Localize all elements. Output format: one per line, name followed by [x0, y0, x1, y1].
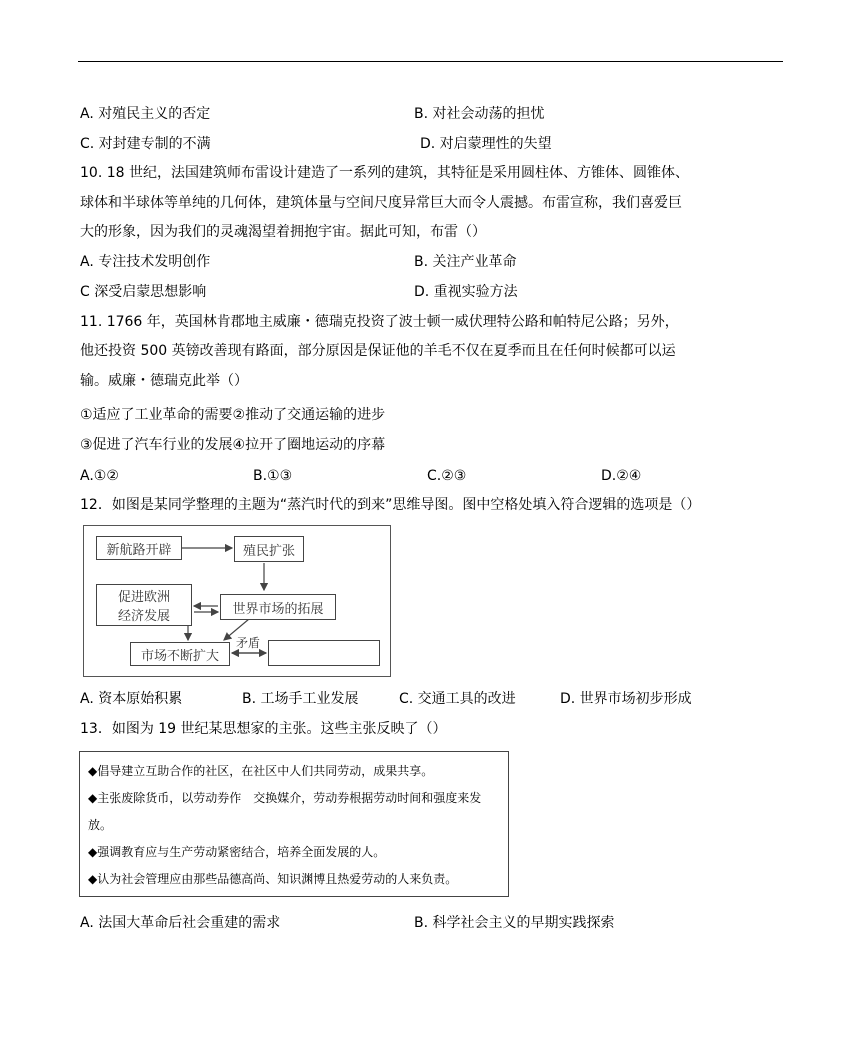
q10-option-c[interactable]: C 深受启蒙思想影响: [80, 284, 207, 300]
node-promote-line1: 促进欧洲: [117, 590, 170, 605]
q9-option-d[interactable]: D. 对启蒙理性的失望: [420, 136, 552, 152]
q13-option-b[interactable]: B. 科学社会主义的早期实践探索: [414, 915, 615, 931]
q12-option-c[interactable]: C. 交通工具的改进: [399, 691, 516, 707]
header-rule: [78, 61, 783, 62]
node-colonial-expansion: 殖民扩张: [234, 536, 304, 562]
proposal-3: ◆强调教育应与生产劳动紧密结合，培养全面发展的人。: [88, 845, 386, 859]
q10-stem-line3: 大的形象，因为我们的灵魂渴望着拥抱宇宙。据此可知，布雷（）: [80, 224, 486, 240]
q9-option-a[interactable]: A. 对殖民主义的否定: [80, 106, 211, 122]
q10-stem-line2: 球体和半球体等单纯的几何体，建筑体量与空间尺度异常巨大而令人震撼。布雷宣称，我们喜爱巨: [80, 195, 682, 211]
q13-option-a[interactable]: A. 法国大革命后社会重建的需求: [80, 915, 281, 931]
q10-option-d[interactable]: D. 重视实验方法: [414, 284, 518, 300]
q11-option-a[interactable]: A.①②: [80, 468, 119, 484]
node-promote-line2: 经济发展: [117, 609, 170, 624]
proposal-2: ◆主张废除货币，以劳动券作 交换媒介，劳动券根据劳动时间和强度来发: [88, 791, 482, 805]
proposal-4: ◆认为社会管理应由那些品德高尚、知识渊博且热爱劳动的人来负责。: [88, 872, 458, 886]
contradiction-label: 矛盾: [236, 636, 261, 650]
q11-statements-2: ③促进了汽车行业的发展④拉开了圈地运动的序幕: [80, 437, 386, 453]
q10-option-a[interactable]: A. 专注技术发明创作: [80, 254, 211, 270]
proposal-2-cont: 放。: [88, 818, 113, 832]
q11-option-d[interactable]: D.②④: [601, 468, 642, 484]
q11-statements-1: ①适应了工业革命的需要②推动了交通运输的进步: [80, 407, 386, 423]
q12-option-a[interactable]: A. 资本原始积累: [80, 691, 183, 707]
node-new-routes: 新航路开辟: [96, 536, 182, 560]
thinker-proposals-box: [79, 751, 509, 897]
q11-stem-line3: 输。威廉・德瑞克此举（）: [80, 373, 248, 389]
q12-option-d[interactable]: D. 世界市场初步形成: [560, 691, 692, 707]
proposal-1: ◆倡导建立互助合作的社区，在社区中人们共同劳动，成果共享。: [88, 764, 434, 778]
q9-option-c[interactable]: C. 对封建专制的不满: [80, 136, 211, 152]
q11-option-b[interactable]: B.①③: [253, 468, 293, 484]
node-world-market: 世界市场的拓展: [220, 594, 336, 620]
q9-option-b[interactable]: B. 对社会动荡的担忧: [414, 106, 545, 122]
q11-stem-line1: 11. 1766 年，英国林肯郡地主威廉・德瑞克投资了波士顿一威伏理特公路和帕特尼公路；另外，: [80, 314, 679, 330]
node-market-expanding: 市场不断扩大: [130, 642, 230, 666]
q10-option-b[interactable]: B. 关注产业革命: [414, 254, 517, 270]
node-promote-economy: [96, 584, 192, 626]
mind-map-diagram: [83, 525, 391, 677]
q10-stem-line1: 10. 18 世纪，法国建筑师布雷设计建造了一系列的建筑，其特征是采用圆柱体、方锥体、圆锥体、: [80, 165, 689, 181]
q13-stem-line1: 13．如图为 19 世纪某思想家的主张。这些主张反映了（）: [80, 721, 447, 737]
q12-option-b[interactable]: B. 工场手工业发展: [242, 691, 359, 707]
node-blank: [268, 640, 380, 666]
q12-stem-line1: 12．如图是某同学整理的主题为“蒸汽时代的到来”思维导图。图中空格处填入符合逻辑的选项是（）: [80, 497, 701, 513]
q11-option-c[interactable]: C.②③: [427, 468, 467, 484]
q11-stem-line2: 他还投资 500 英镑改善现有路面，部分原因是保证他的羊毛不仅在夏季而且在任何时候都可以运: [80, 343, 676, 359]
